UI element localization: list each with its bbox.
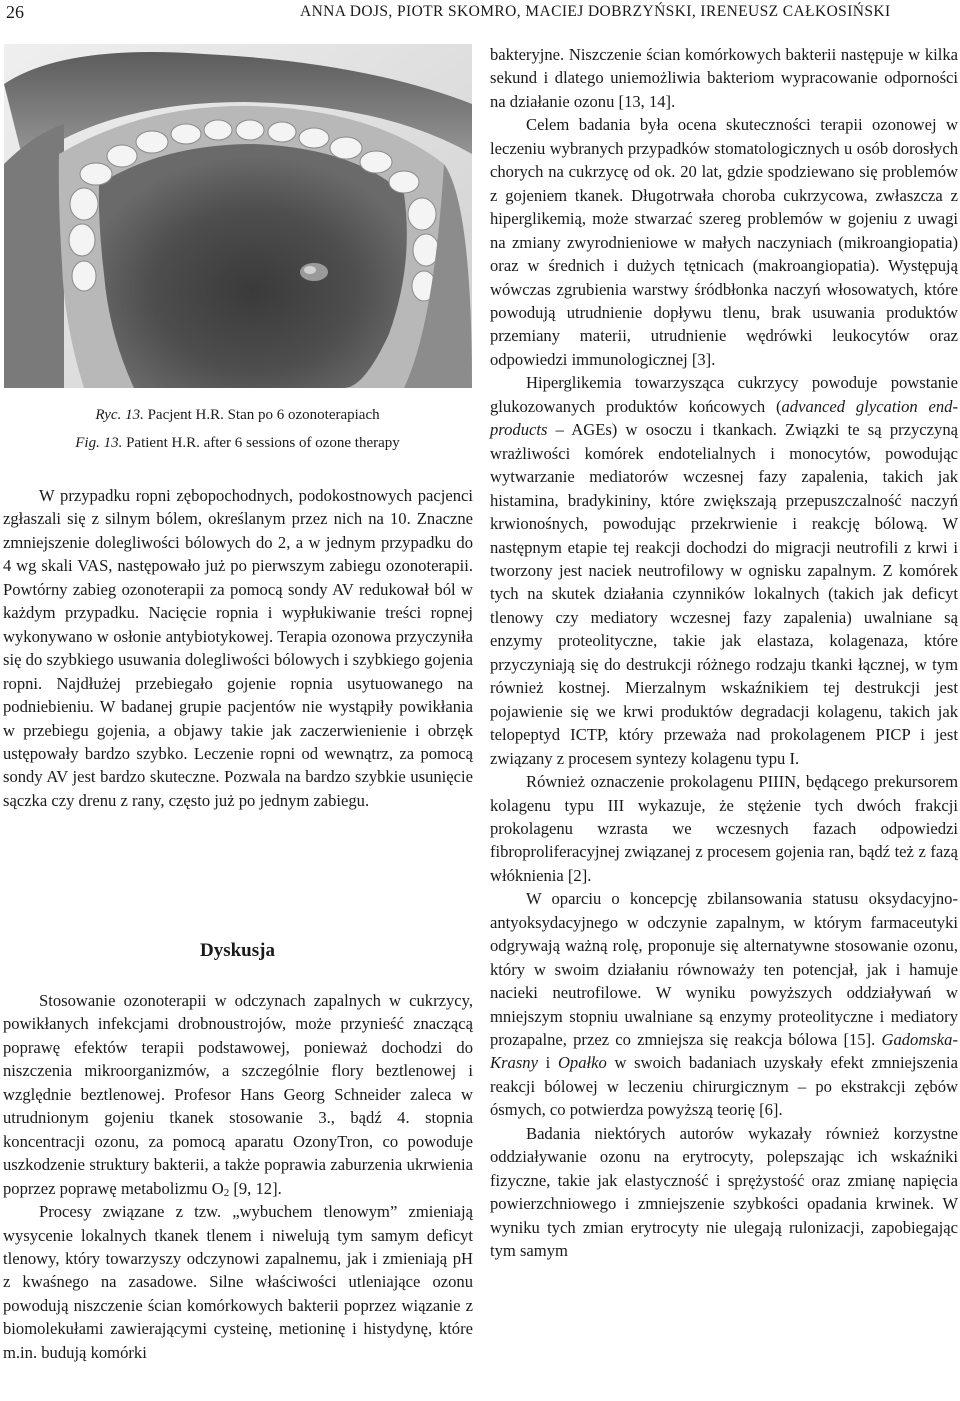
paragraph-text: i	[537, 1053, 558, 1073]
left-column-results	[3, 484, 473, 812]
paragraph-text: W oparciu o koncepcję zbilansowania statusu oksydacyjno-antyoksydacyjnego w odczynie zapalnym, w którym farmaceutyki odgrywają ważną rolę, proponuje się alternatywne stosowanie ozonu, który w swoim działaniu równoważy ten potencjał, jak i hamuje nacieki neutrofilowe. W wyniku powyższych oddziaływań w mniejszym stopniu uwalniane są enzymy proteolityczne i mediatory prozapalne, przez co zmniejsza się reakcja bólowa [15].	[490, 889, 958, 1050]
italic-term: advanced glycation end-products	[490, 396, 958, 440]
page-header	[0, 0, 960, 30]
paragraph: W przypadku ropni zębopochodnych, podokostnowych pacjenci zgłaszali się z silnym bólem, określanym przez nich na 10. Znaczne zmniejszenie dolegliwości bólowych do 2, a w jednym przypadku do 4 wg skali VAS, następowało już po pierwszym zabiegu ozonoterapii. Powtórny zabieg ozonoterapii za pomocą sondy AV redukował ból w każdym przypadku. Nacięcie ropnia i wypłukiwanie treści ropnej wykonywano w osłonie antybiotykowej. Terapia ozonowa przyczyniła się do szybkiego usuwania dolegliwości bólowych i szybkiego gojenia ropni. Najdłużej przebiegało gojenie ropnia usytuowanego na podniebieniu. W badanej grupie pacjentów nie wystąpiły powikłania w przebiegu gojenia, a objawy takie jak zaczerwienienie i obrzęk ustępowały bardzo szybko. Leczenie ropni od wewnątrz, za pomocą sondy AV jest bardzo skuteczne. Pozwala na bardzo szybkie usunięcie sączka czy drenu z rany, często już po jednym zabiegu.	[3, 486, 473, 810]
figure-caption-pl	[0, 406, 475, 424]
caption-pl-label: Ryc. 13.	[95, 407, 144, 423]
page-number: 26	[6, 2, 24, 22]
caption-en-label: Fig. 13.	[75, 435, 123, 451]
left-column-discussion	[3, 989, 473, 1364]
author-name: Opałko	[557, 1053, 607, 1073]
paragraph	[490, 887, 958, 1122]
right-column	[490, 43, 958, 1263]
paragraph: Celem badania była ocena skuteczności terapii ozonowej w leczeniu wybranych przypadków stomatologicznych u osób dorosłych chorych na cukrzycę od ok. 20 lat, gdzie spodziewano się problemów z gojeniem tkanek. Długotrwała choroba cukrzycowa, zwłaszcza z hiperglikemią, może stwarzać szereg problemów w gojeniu z uwagi na zmiany zwyrodnieniowe w małych naczyniach (mikroangiopatia) oraz w średnich i dużych tętnicach (makroangiopatia). Występują wówczas zgrubienia warstwy śródbłonka naczyń włosowatych, które powodują utrudnienie dopływu tlenu, brak usuwania produktów przemiany materii, utrudnienie wędrówki leukocytów oraz odpowiedzi immunologicznej [3].	[490, 115, 958, 369]
paragraph: Również oznaczenie prokolagenu PIIIN, będącego prekursorem kolagenu typu III wykazuje, że stężenie tych dwóch frakcji prokolagenu wzrasta we wczesnych fazach odpowiedzi fibroproliferacyjnej związanej z procesem gojenia ran, bądź też z fazą włóknienia [2].	[490, 772, 958, 885]
paragraph	[490, 371, 958, 770]
running-head: ANNA DOJS, PIOTR SKOMRO, MACIEJ DOBRZYŃSKI, IRENEUSZ CAŁKOSIŃSKI	[300, 3, 891, 20]
paragraph-text: Stosowanie ozonoterapii w odczynach zapalnych w cukrzycy, powikłanych infekcjami drobnoustrojów, może przynieść znaczącą poprawę efektów terapii podstawowej, ponieważ dochodzi do niszczenia mikroorganizmów, a szczególnie flory beztlenowej i względnie beztlenowej. Profesor Hans Georg Schneider zaleca w utrudnionym gojeniu tkanek stosowanie 3., bądź 4. stopnia koncentracji ozonu, za pomocą aparatu OzonyTron, co powoduje uszkodzenie struktury bakterii, a także poprawia zaburzenia ukrwienia poprzez poprawę metabolizmu O	[3, 991, 473, 1198]
section-title: Dyskusja	[200, 940, 275, 961]
caption-en-text: Patient H.R. after 6 sessions of ozone therapy	[122, 435, 400, 451]
paragraph: Badania niektórych autorów wykazały również korzystne oddziaływanie ozonu na erytrocyty, polepszając ich wskaźniki fizyczne, takie jak elastyczność i sprężystość oraz zmianę napięcia powierzchniowego i zmniejszenie szybkości opadania krwinek. W wyniku tych zmian erytrocyty nie ulegają rulonizacji, zapobiegając tym samym	[490, 1123, 958, 1261]
paragraph: Procesy związane z tzw. „wybuchem tlenowym” zmieniają wysycenie lokalnych tkanek tlenem i niwelują tym samym deficyt tlenowy, który towarzyszy odczynowi zapalnemu, jak i zmieniają pH z kwaśnego na zasadowe. Silne właściwości utleniające ozonu powodują niszczenie ścian komórkowych bakterii poprzez wiązanie z biomolekułami zawierającymi cysteinę, metioninę i histydynę, które m.in. budują komórki	[3, 1202, 473, 1362]
paragraph: bakteryjne. Niszczenie ścian komórkowych bakterii następuje w kilka sekund i dlatego uniemożliwia bakteriom wypracowanie odporności na działanie ozonu [13, 14].	[490, 45, 958, 111]
paragraph-text: w swoich badaniach uzyskały efekt zmniejszenia reakcji bólowej w leczeniu chirurgicznym – po ekstrakcji zębów ósmych, co potwierdza powyższą teorię [6].	[490, 1053, 958, 1120]
paragraph	[3, 989, 473, 1200]
paragraph-text: – AGEs) w osoczu i tkankach. Związki te są przyczyną wrażliwości komórek endotelialnych i monocytów, powodując wytwarzanie mediatorów wczesnej fazy zapalenia, takich jak histamina, bradykininy, które zwiększają przepuszczalność naczyń krwionośnych, powodując przekrwienie i reakcję bólową. W następnym etapie tej reakcji dochodzi do migracji neutrofili z krwi i tworzony jest naciek neutrofilowy w ognisku zapalnym. Z komórek tych na skutek działania czynników lokalnych (takich jak deficyt tlenowy czy mediatory wczesnej fazy zapalenia) uwalniane są enzymy proteolityczne, takie jak elastaza, kolagenaza, które przyczyniają się do destrukcji różnego rodzaju tkanki łącznej, w tym również kostnej. Mierzalnym wskaźnikiem tej destrukcji jest pojawienie się we krwi produktów degradacji kolagenu, takich jak telopeptyd ICTP, który przeważa nad prokolagenem PICP i jest związany z procesem syntezy kolagenu typu I.	[490, 420, 958, 768]
paragraph-text: Hiperglikemia towarzysząca cukrzycy powoduje powstanie glukozowanych produktów końcowych (	[490, 373, 958, 416]
mouth-photo-icon	[4, 44, 472, 388]
figure-caption-en	[0, 434, 475, 452]
caption-pl-text: Pacjent H.R. Stan po 6 ozonoterapiach	[143, 407, 380, 423]
subscript: 2	[223, 1186, 230, 1199]
paragraph-text: [9, 12].	[229, 1178, 282, 1198]
author-name: Gadomska-Krasny	[490, 1030, 958, 1073]
